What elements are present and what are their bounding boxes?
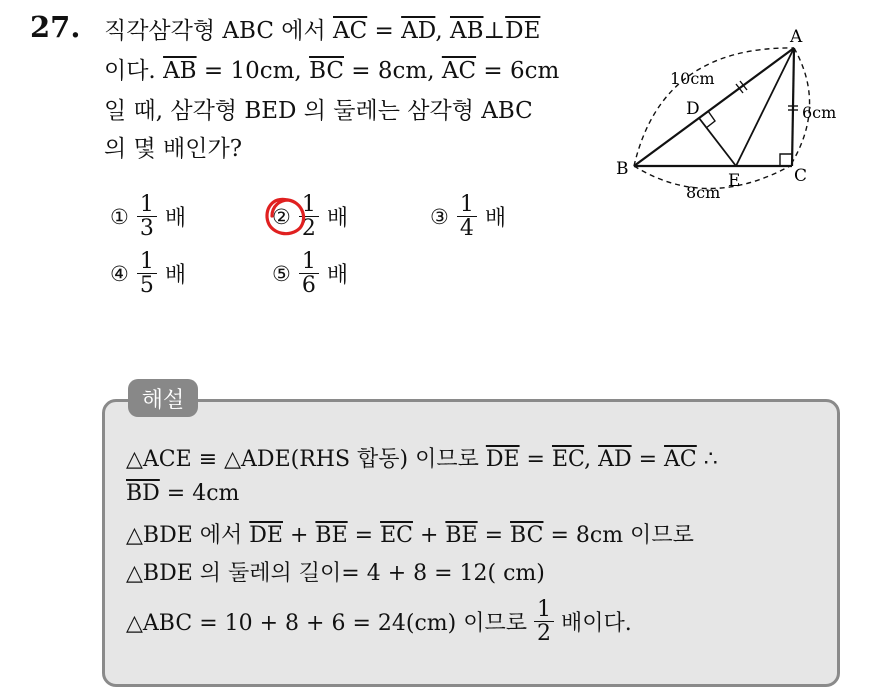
right-angle-d: [706, 111, 715, 128]
s5-tail: 배이다.: [553, 611, 632, 637]
label-len-bc: 8cm: [686, 183, 721, 202]
seg-de: $\overline{DE}$: [249, 523, 283, 548]
choice-5[interactable]: [272, 250, 348, 297]
choice-fraction: $\frac{1}{5}$: [137, 250, 157, 297]
label-len-ac: 6cm: [802, 103, 837, 122]
side-ac: [792, 48, 794, 166]
segment-ae: [736, 48, 794, 166]
s3-text: △BDE 에서: [126, 523, 250, 548]
s3-plus2: +: [412, 523, 446, 548]
therefore-symbol: ∴: [696, 447, 718, 472]
bc-value: = 8cm,: [344, 58, 442, 84]
solution-line-5: [126, 598, 632, 645]
q1-eq: =: [367, 18, 402, 44]
q1-comma: ,: [435, 18, 450, 44]
s3-eq2: =: [477, 523, 511, 548]
choice-fraction: $\frac{1}{3}$: [137, 193, 157, 240]
question-line-1: [104, 12, 540, 45]
right-angle-c: [780, 154, 792, 166]
choice-unit: 배: [484, 206, 507, 232]
label-d: D: [686, 99, 700, 119]
q1-prefix: 직각삼각형 ABC 에서: [104, 18, 333, 44]
choice-4[interactable]: [110, 250, 186, 297]
answer-circle-mark: [262, 194, 308, 240]
s3-plus1: +: [282, 523, 316, 548]
solution-tag: 해설: [128, 379, 198, 417]
question-number: 27.: [30, 10, 81, 44]
s1-eq2: =: [631, 447, 665, 472]
label-c: C: [794, 166, 808, 186]
seg-de: $\overline{DE}$: [505, 18, 541, 44]
choice-fraction: $\frac{1}{4}$: [457, 193, 477, 240]
perp-symbol: ⊥: [483, 18, 506, 44]
seg-ad: $\overline{AD}$: [598, 447, 632, 472]
question-line-4: 의 몇 배인가?: [104, 136, 243, 162]
label-e: E: [728, 171, 741, 191]
choice-unit: 배: [164, 206, 187, 232]
seg-de: $\overline{DE}$: [485, 447, 520, 472]
seg-ab: $\overline{AB}$: [163, 58, 197, 84]
label-len-ab: 10cm: [670, 69, 715, 88]
choice-num: ④: [110, 261, 129, 286]
seg-ec: $\overline{EC}$: [551, 447, 585, 472]
choice-num: ②: [272, 204, 291, 229]
seg-bc: $\overline{BC}$: [309, 58, 344, 84]
seg-ab: $\overline{AB}$: [449, 18, 484, 44]
question-line-2: [104, 52, 559, 85]
s5-fraction: $\frac{1}{2}$: [534, 598, 554, 645]
solution-line-3: [126, 518, 694, 549]
s1-eq1: =: [519, 447, 552, 472]
s3-eq1: =: [347, 523, 381, 548]
seg-ad: $\overline{AD}$: [401, 18, 436, 44]
seg-ac: $\overline{AC}$: [664, 447, 697, 472]
choice-num: ⑤: [272, 261, 291, 286]
seg-be: $\overline{BE}$: [445, 523, 478, 548]
ac-value: = 6cm: [476, 58, 560, 84]
seg-be: $\overline{BE}$: [315, 523, 348, 548]
choice-num: ③: [430, 204, 449, 229]
s3-rest: = 8cm 이므로: [543, 523, 694, 548]
seg-ac: $\overline{AC}$: [441, 58, 477, 84]
solution-line-2: [126, 481, 239, 506]
choice-unit: 배: [326, 263, 349, 289]
choice-fraction: $\frac{1}{2}$: [299, 193, 319, 240]
segment-de: [699, 118, 736, 166]
seg-ec: $\overline{EC}$: [380, 523, 413, 548]
seg-ac: $\overline{AC}$: [333, 18, 368, 44]
s1-comma: ,: [584, 447, 599, 472]
choice-fraction: $\frac{1}{6}$: [299, 250, 319, 297]
choice-num: ①: [110, 204, 129, 229]
choice-unit: 배: [326, 206, 349, 232]
s2-rest: = 4cm: [159, 481, 240, 506]
s5-text: △ABC = 10 + 8 + 6 = 24(cm) 이므로: [126, 611, 534, 637]
choice-unit: 배: [164, 263, 187, 289]
question-line-3: 일 때, 삼각형 BED 의 둘레는 삼각형 ABC: [104, 98, 533, 124]
triangle-diagram: [612, 26, 862, 206]
choice-3[interactable]: [430, 193, 506, 240]
label-b: B: [616, 159, 629, 179]
label-a: A: [790, 27, 803, 47]
ab-value: = 10cm,: [196, 58, 310, 84]
seg-bd: $\overline{BD}$: [126, 481, 160, 506]
seg-bc: $\overline{BC}$: [510, 523, 544, 548]
solution-line-4: △BDE 의 둘레의 길이= 4 + 8 = 12( cm): [126, 561, 545, 586]
q2-prefix: 이다.: [104, 58, 164, 84]
choice-1[interactable]: [110, 193, 186, 240]
s1-text: △ACE ≡ △ADE(RHS 합동) 이므로: [126, 447, 486, 472]
solution-line-1: [126, 442, 718, 473]
